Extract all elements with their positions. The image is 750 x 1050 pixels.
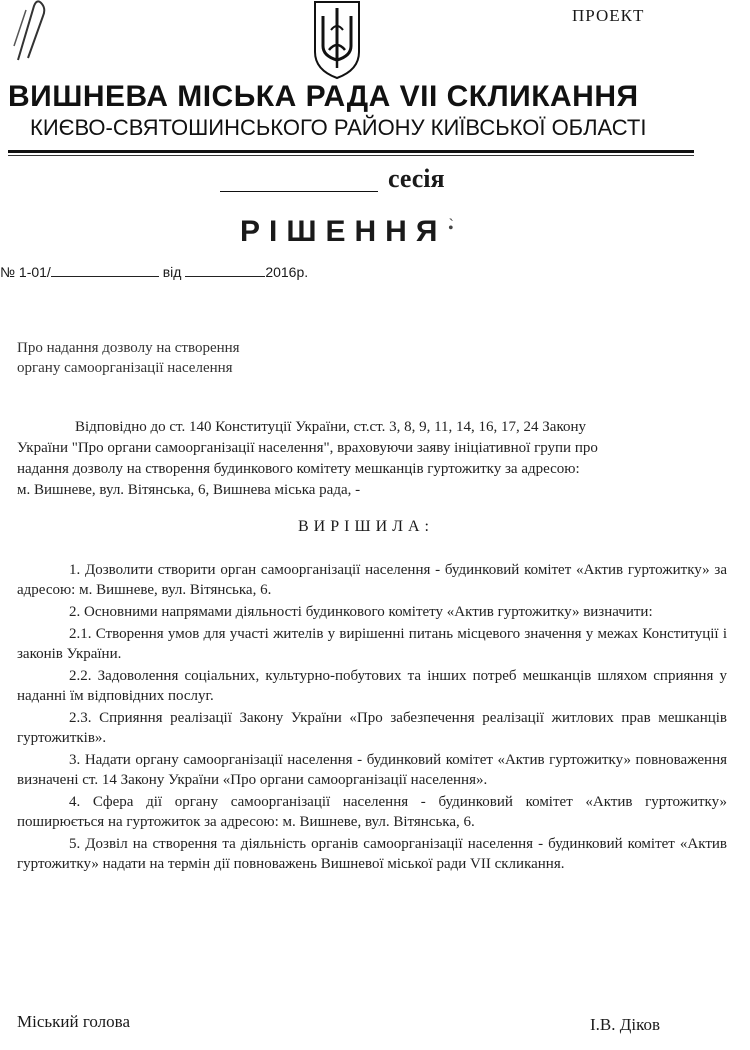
decision-number-prefix: № 1-01/	[0, 264, 51, 280]
resolution-item: 2.1. Створення умов для участі жителів у вирішенні питань місцевого значення у межах Конституції і законів України.	[17, 626, 727, 662]
date-blank	[185, 264, 265, 277]
paperclip-icon	[4, 0, 48, 62]
resolution-item: 2.3. Сприяння реалізації Закону України «Про забезпечення реалізації житлових прав мешканців гуртожитків».	[17, 710, 727, 746]
preamble	[17, 417, 727, 501]
number-blank	[51, 264, 159, 277]
document-title: РІШЕННЯ	[240, 215, 447, 248]
decision-subject	[17, 338, 337, 378]
resolution-item: 1. Дозволити створити орган самоорганізації населення - будинковий комітет «Актив гуртожитку» за адресою: м. Вишневе, вул. Вітянська, 6.	[17, 562, 727, 598]
subject-line: Про надання дозволу на створення	[17, 340, 240, 356]
subject-line: органу самоорганізації населення	[17, 360, 233, 376]
resolution-item: 3. Надати органу самоорганізації населення - будинковий комітет «Актив гуртожитку» повноваження визначені ст. 14 Закону України «Про органи самоорганізації населення».	[17, 752, 727, 788]
session-label: сесія	[388, 164, 445, 193]
signatory-position: Міський голова	[17, 1012, 130, 1031]
preamble-line: м. Вишневе, вул. Вітянська, 6, Вишнева міська рада, -	[17, 482, 361, 498]
session-number-blank	[220, 191, 378, 192]
date-from-label: від	[162, 264, 182, 280]
decision-number-line	[0, 264, 308, 280]
resolution-item: 4. Сфера дії органу самоорганізації населення - будинковий комітет «Актив гуртожитку» поширюється на гуртожиток за адресою: м. Вишневе, вул. Вітянська, 6.	[17, 794, 727, 830]
resolution-items	[17, 560, 727, 876]
preamble-line: України "Про органи самоорганізації населення", враховуючи заяву ініціативної групи про	[17, 440, 598, 456]
coat-of-arms-icon	[311, 0, 363, 80]
resolution-item: 2.2. Задоволення соціальних, культурно-побутових та інших потреб мешканців шляхом сприяння у наданні їм відповідних послуг.	[17, 668, 727, 704]
header-rule-thick	[8, 150, 694, 153]
council-region: КИЄВО-СВЯТОШИНСЬКОГО РАЙОНУ КИЇВСЬКОЇ ОБЛАСТІ	[30, 115, 647, 140]
preamble-line: Відповідно до ст. 140 Конституції України, ст.ст. 3, 8, 9, 11, 14, 16, 17, 24 Закону	[75, 419, 587, 435]
header-rule-thin	[8, 155, 694, 156]
resolved-heading: ВИРІШИЛА:	[298, 518, 434, 535]
resolution-item: 5. Дозвіл на створення та діяльність органів самоорганізації населення - будинковий комітет «Актив гуртожитку» надати на термін дії повноважень Вишневої міської ради VII скликання.	[17, 836, 727, 872]
ink-mark: •̀	[448, 220, 454, 237]
draft-label: ПРОЕКТ	[572, 6, 645, 25]
year-label: 2016р.	[265, 264, 309, 280]
resolution-item: 2. Основними напрямами діяльності будинкового комітету «Актив гуртожитку» визначити:	[69, 604, 653, 620]
preamble-line: надання дозволу на створення будинкового комітету мешканців гуртожитку за адресою:	[17, 461, 580, 477]
council-name: ВИШНЕВА МІСЬКА РАДА VII СКЛИКАННЯ	[8, 80, 639, 113]
signatory-name: І.В. Діков	[590, 1015, 660, 1034]
